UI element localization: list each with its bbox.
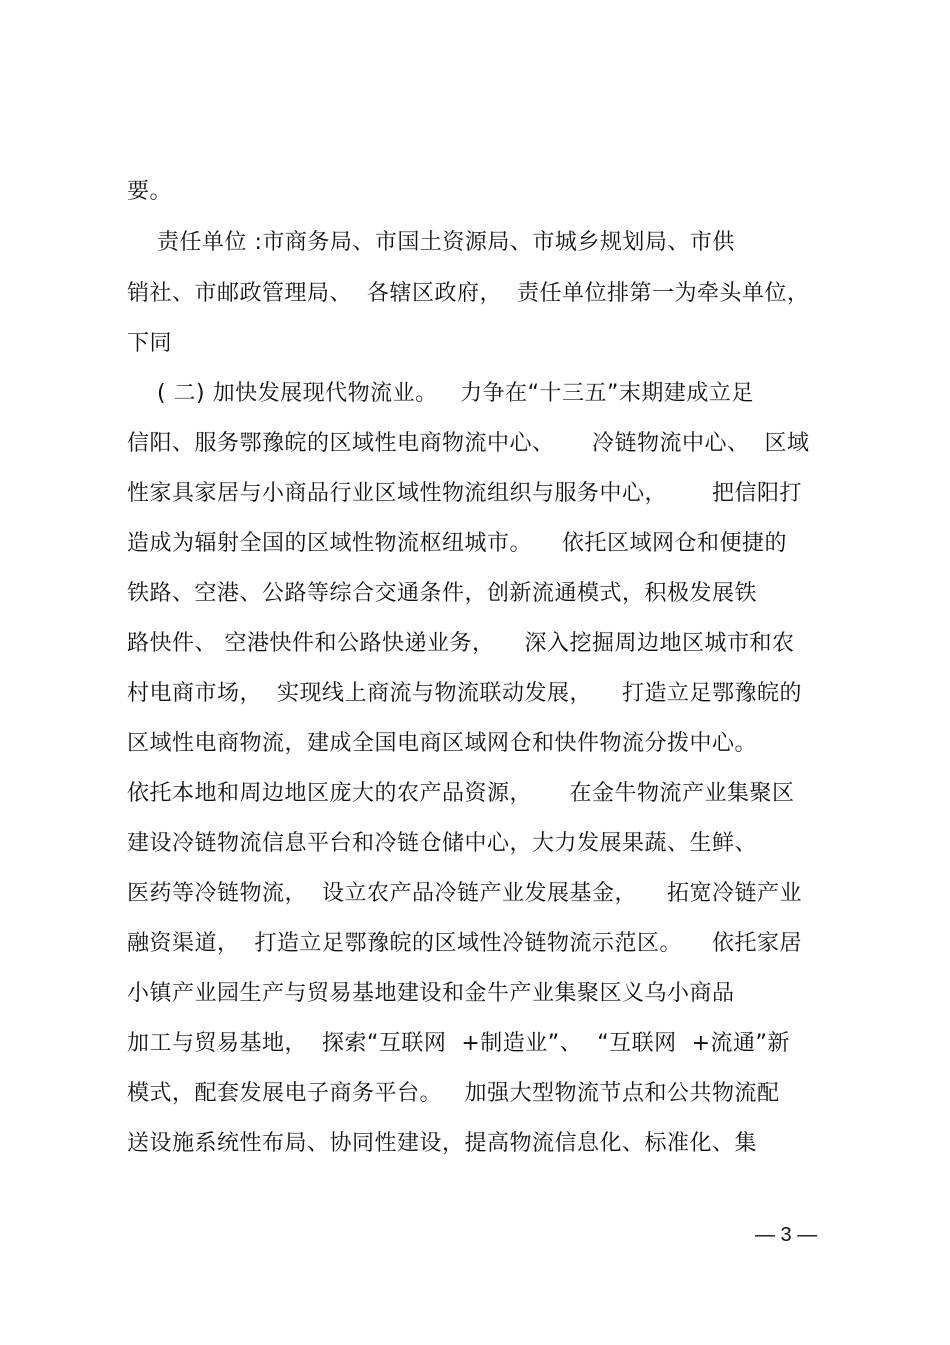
text-line: 销社、市邮政管理局、 各辖区政府， 责任单位排第一为牵头单位， xyxy=(127,281,810,306)
text-line: 小镇产业园生产与贸易基地建设和金牛产业集聚区义乌小商品 xyxy=(127,981,735,1006)
text-line: 建设冷链物流信息平台和冷链仓储中心，大力发展果蔬、生鲜、 xyxy=(127,831,758,856)
text-line: 责任单位 :市商务局、市国土资源局、市城乡规划局、市供 xyxy=(127,230,735,255)
text-line: 加工与贸易基地， 探索“互联网 +制造业”、 “互联网 +流通”新 xyxy=(127,1031,790,1056)
text-line: 要。 xyxy=(127,179,173,204)
text-line: 依托本地和周边地区庞大的农产品资源， 在金牛物流产业集聚区 xyxy=(127,781,795,806)
text-line: 下同 xyxy=(127,331,173,356)
text-line: 区域性电商物流，建成全国电商区域网仓和快件物流分拨中心。 xyxy=(127,731,758,756)
text-line: ( 二) 加快发展现代物流业。 力争在“十三五”末期建成立足 xyxy=(127,381,754,406)
text-line: 医药等冷链物流， 设立农产品冷链产业发展基金， 拓宽冷链产业 xyxy=(127,881,802,906)
text-line: 信阳、服务鄂豫皖的区域性电商物流中心、 冷链物流中心、 区域 xyxy=(127,431,810,456)
text-line: 融资渠道， 打造立足鄂豫皖的区域性冷链物流示范区。 依托家居 xyxy=(127,931,802,956)
text-line: 造成为辐射全国的区域性物流枢纽城市。 依托区域网仓和便捷的 xyxy=(127,531,787,556)
text-line: 铁路、空港、公路等综合交通条件，创新流通模式，积极发展铁 xyxy=(127,581,758,606)
text-line: 送设施系统性布局、协同性建设，提高物流信息化、标准化、集 xyxy=(127,1131,758,1156)
text-line: 路快件、 空港快件和公路快递业务， 深入挖掘周边地区城市和农 xyxy=(127,631,795,656)
text-line: 模式，配套发展电子商务平台。 加强大型物流节点和公共物流配 xyxy=(127,1081,780,1106)
text-line: 村电商市场， 实现线上商流与物流联动发展， 打造立足鄂豫皖的 xyxy=(127,681,802,706)
text-line: 性家具家居与小商品行业区域性物流组织与服务中心， 把信阳打 xyxy=(127,481,802,506)
page-number: — 3 — xyxy=(755,1224,818,1246)
